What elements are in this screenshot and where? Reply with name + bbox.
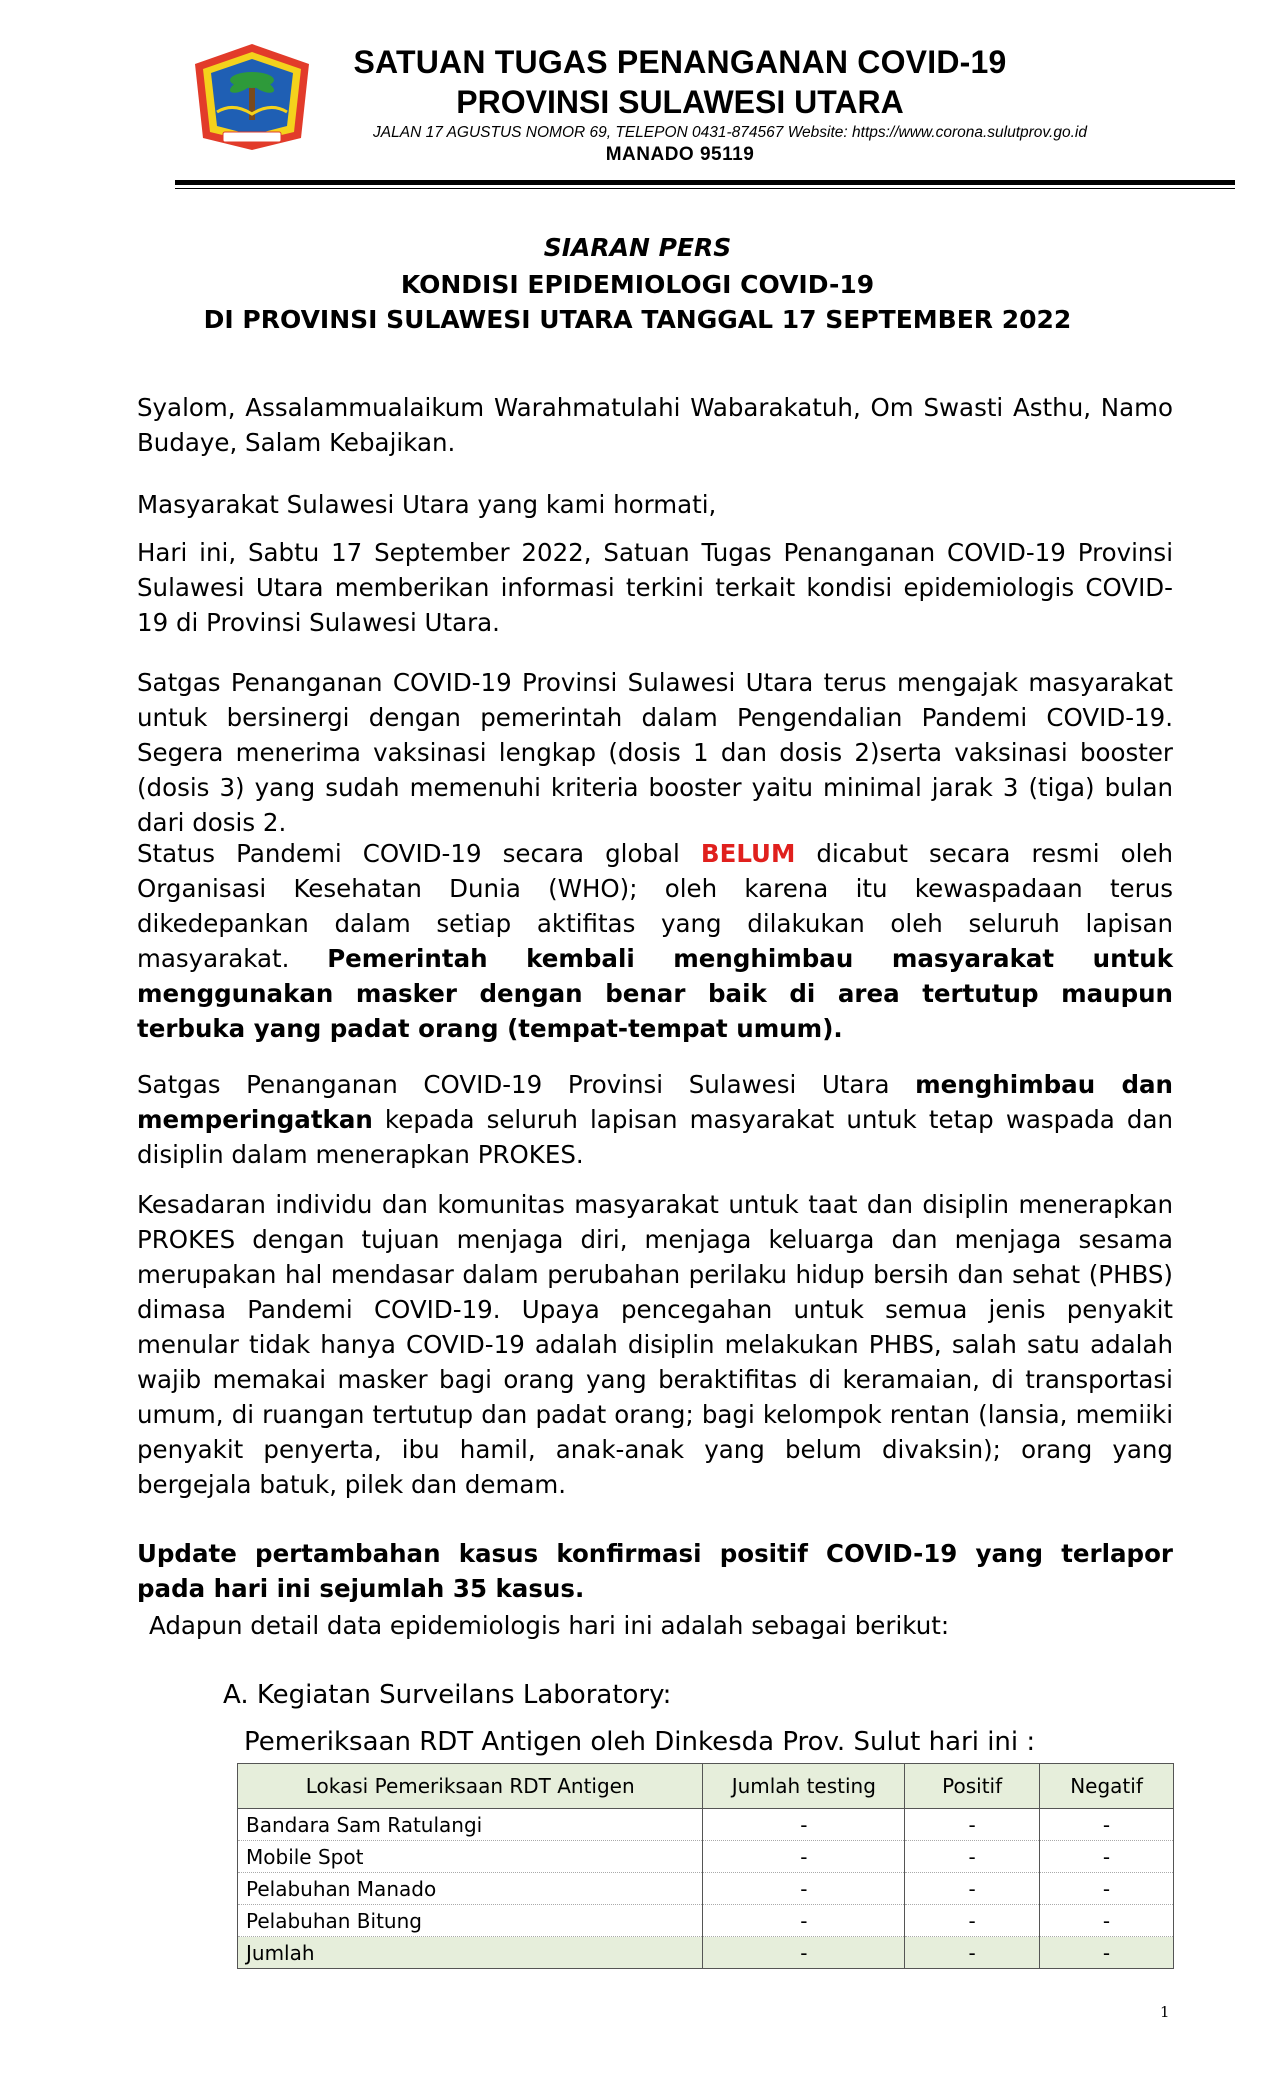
province-emblem-logo bbox=[193, 42, 311, 152]
paragraph-vaccination: Satgas Penanganan COVID-19 Provinsi Sulawesi Utara terus mengajak masyarakat untuk bersinergi dengan pemerintah dalam Pengendalian Pandemi COVID-19. Segera menerima vaksinasi lengkap (dosis 1 dan dosis 2)serta vaksinasi booster (dosis 3) yang sudah memenuhi kriteria booster yaitu minimal jarak 3 (tiga) bulan dari dosis 2. bbox=[137, 668, 1173, 837]
row-testing: - bbox=[703, 1809, 905, 1841]
row-negative: - bbox=[1040, 1905, 1174, 1937]
row-negative: - bbox=[1040, 1873, 1174, 1905]
total-positive: - bbox=[905, 1937, 1040, 1969]
pandemic-status-text-b: dicabut secara resmi oleh Organisasi Kesehatan Dunia (WHO); oleh karena itu kewaspadaan terus dikedepankan dalam setiap aktifitas yang dilakukan oleh seluruh lapisan masyarakat. bbox=[137, 839, 1174, 973]
row-positive: - bbox=[905, 1873, 1040, 1905]
row-location: Bandara Sam Ratulangi bbox=[238, 1809, 703, 1841]
section-a-heading: A. Kegiatan Surveilans Laboratory: bbox=[223, 1680, 672, 1710]
paragraph-intro: Hari ini, Sabtu 17 September 2022, Satuan Tugas Penanganan COVID-19 Provinsi Sulawesi Utara memberikan informasi terkini terkait kondisi epidemiologis COVID-19 di Provinsi Sulawesi Utara. bbox=[137, 538, 1173, 637]
total-label: Jumlah bbox=[238, 1937, 703, 1969]
row-location: Mobile Spot bbox=[238, 1841, 703, 1873]
row-location: Pelabuhan Bitung bbox=[238, 1905, 703, 1937]
letterhead-title: SATUAN TUGAS PENANGANAN COVID-19 bbox=[353, 44, 1007, 80]
paragraph-warning bbox=[137, 1067, 1173, 1172]
update-case-count: Update pertambahan kasus konfirmasi positif COVID-19 yang terlapor pada hari ini sejumlah 35 kasus. bbox=[137, 1539, 1173, 1603]
greeting-paragraph: Syalom, Assalammualaikum Warahmatulahi Wabarakatuh, Om Swasti Asthu, Namo Budaye, Salam Kebajikan. bbox=[137, 393, 1173, 457]
rdt-antigen-table bbox=[237, 1763, 1174, 1969]
pandemic-status-text-a: Status Pandemi COVID-19 secara global bbox=[137, 839, 701, 868]
table-row bbox=[238, 1841, 1174, 1873]
row-testing: - bbox=[703, 1841, 905, 1873]
row-negative: - bbox=[1040, 1809, 1174, 1841]
heading-line-2: DI PROVINSI SULAWESI UTARA TANGGAL 17 SEPTEMBER 2022 bbox=[203, 305, 1072, 334]
row-positive: - bbox=[905, 1841, 1040, 1873]
warning-text-a: Satgas Penanganan COVID-19 Provinsi Sulawesi Utara bbox=[137, 1070, 916, 1099]
page-number: 1 bbox=[1160, 2003, 1170, 2021]
press-release-label: SIARAN PERS bbox=[543, 233, 732, 262]
paragraph-prokes-awareness: Kesadaran individu dan komunitas masyarakat untuk taat dan disiplin menerapkan PROKES dengan tujuan menjaga diri, menjaga keluarga dan menjaga sesama merupakan hal mendasar dalam perubahan perilaku hidup bersih dan sehat (PHBS) dimasa Pandemi COVID-19. Upaya pencegahan untuk semua jenis penyakit menular tidak hanya COVID-19 adalah disiplin melakukan PHBS, salah satu adalah wajib memakai masker bagi orang yang beraktifitas di keramaian, di transportasi umum, di ruangan tertutup dan padat orang; bagi kelompok rentan (lansia, memiiki penyakit penyerta, ibu hamil, anak-anak yang belum divaksin); orang yang bergejala batuk, pilek dan demam. bbox=[137, 1190, 1173, 1499]
update-detail-intro: Adapun detail data epidemiologis hari ini adalah sebagai berikut: bbox=[149, 1611, 950, 1640]
letterhead bbox=[0, 0, 1275, 190]
warning-bold: menghimbau dan memperingatkan bbox=[137, 1070, 1173, 1134]
salutation-paragraph: Masyarakat Sulawesi Utara yang kami hormati, bbox=[137, 490, 717, 519]
header-positive: Positif bbox=[905, 1764, 1040, 1809]
table-row bbox=[238, 1873, 1174, 1905]
header-negative: Negatif bbox=[1040, 1764, 1174, 1809]
row-positive: - bbox=[905, 1905, 1040, 1937]
header-testing-count: Jumlah testing bbox=[703, 1764, 905, 1809]
letterhead-address: JALAN 17 AGUSTUS NOMOR 69, TELEPON 0431-874567 Website: https://www.corona.sulutprov.go.id bbox=[373, 124, 1087, 141]
row-location: Pelabuhan Manado bbox=[238, 1873, 703, 1905]
table-total-row bbox=[238, 1937, 1174, 1969]
header-location: Lokasi Pemeriksaan RDT Antigen bbox=[238, 1764, 703, 1809]
row-negative: - bbox=[1040, 1841, 1174, 1873]
letterhead-rule-thin bbox=[175, 188, 1235, 189]
heading-line-1: KONDISI EPIDEMIOLOGI COVID-19 bbox=[400, 270, 875, 299]
letterhead-subtitle: PROVINSI SULAWESI UTARA bbox=[456, 84, 904, 120]
table-header-row bbox=[238, 1764, 1174, 1809]
warning-text-b: kepada seluruh lapisan masyarakat untuk tetap waspada dan disiplin dalam menerapkan PROKES. bbox=[137, 1105, 1173, 1169]
total-negative: - bbox=[1040, 1937, 1174, 1969]
row-positive: - bbox=[905, 1809, 1040, 1841]
paragraph-pandemic-status bbox=[137, 836, 1173, 1046]
letterhead-city: MANADO 95119 bbox=[605, 144, 755, 165]
pandemic-status-appeal: Pemerintah kembali menghimbau masyarakat untuk menggunakan masker dengan benar baik di area tertutup maupun terbuka yang padat orang (tempat-tempat umum). bbox=[137, 944, 1173, 1043]
row-testing: - bbox=[703, 1873, 905, 1905]
table-row bbox=[238, 1905, 1174, 1937]
row-testing: - bbox=[703, 1905, 905, 1937]
table-caption: Pemeriksaan RDT Antigen oleh Dinkesda Prov. Sulut hari ini : bbox=[244, 1727, 1036, 1757]
total-testing: - bbox=[703, 1937, 905, 1969]
pandemic-status-highlight: BELUM bbox=[700, 839, 796, 868]
letterhead-rule-thick bbox=[175, 180, 1235, 185]
table-row bbox=[238, 1809, 1174, 1841]
